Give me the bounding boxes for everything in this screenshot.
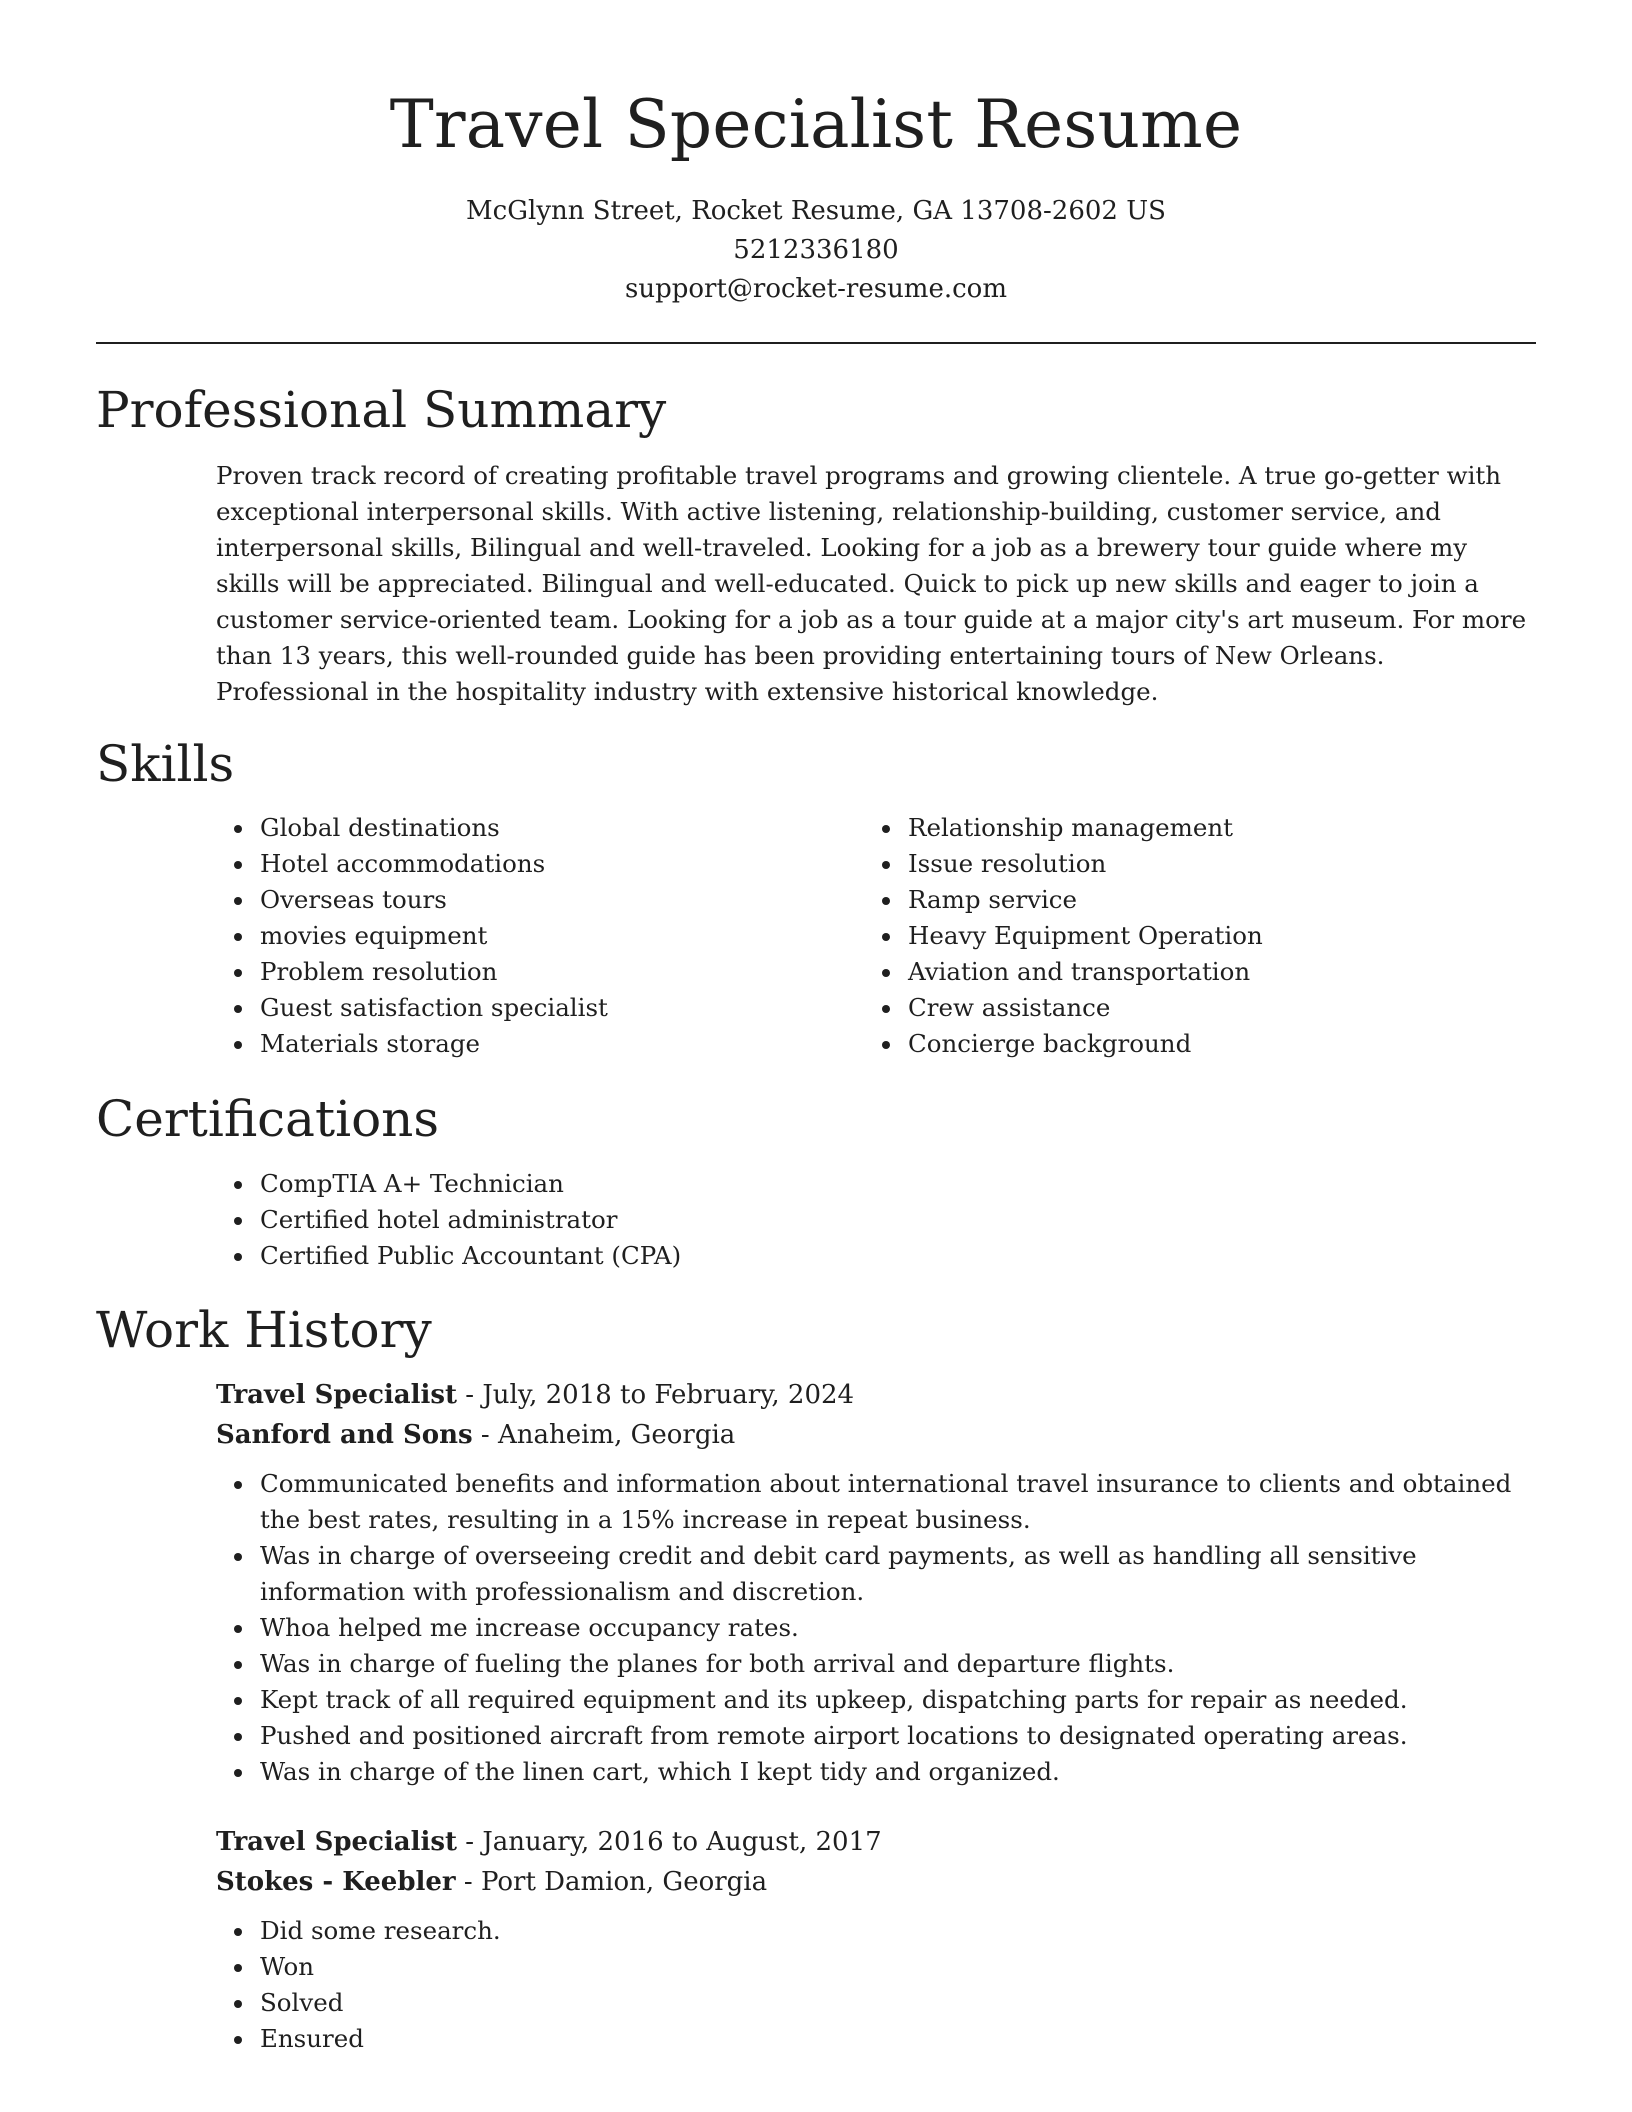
skills-list-right <box>864 810 1536 1062</box>
job-company: Sanford and Sons <box>216 1420 473 1450</box>
job-duties <box>216 1466 1536 1790</box>
job-duties-list <box>216 1466 1536 1790</box>
certifications-list <box>216 1166 1536 1274</box>
job-title: Travel Specialist <box>216 1827 458 1857</box>
skill-item: Global destinations <box>216 810 816 846</box>
job-company-line <box>216 1415 735 1455</box>
header-divider <box>96 342 1536 344</box>
skill-item: Guest satisfaction specialist <box>216 990 816 1026</box>
job-duty-item: Won <box>216 1949 1536 1985</box>
job-company: Stokes - Keebler <box>216 1867 456 1897</box>
job-duty-item: Was in charge of overseeing credit and debit card payments, as well as handling all sensitive information with professionalism and discretion. <box>216 1538 1536 1610</box>
resume-title: Travel Specialist Resume <box>389 86 1243 163</box>
skill-item: Materials storage <box>216 1026 816 1062</box>
summary-heading: Professional Summary <box>96 381 667 439</box>
job-duty-item: Communicated benefits and information about international travel insurance to clients and obtained the best rates, resulting in a 15% increase in repeat business. <box>216 1466 1536 1538</box>
skills-column-right <box>864 810 1536 1062</box>
job-duties <box>216 1913 1536 2057</box>
job-company-line <box>216 1862 767 1902</box>
skills-column-left <box>216 810 816 1062</box>
certification-item: Certified Public Accountant (CPA) <box>216 1238 1536 1274</box>
skill-item: Ramp service <box>864 882 1536 918</box>
certifications-block <box>216 1166 1536 1274</box>
skill-item: Crew assistance <box>864 990 1536 1026</box>
job-duty-item: Ensured <box>216 2021 1536 2057</box>
job-duty-item: Was in charge of the linen cart, which I kept tidy and organized. <box>216 1754 1536 1790</box>
job-dates: - July, 2018 to February, 2024 <box>457 1380 855 1410</box>
job-duty-item: Did some research. <box>216 1913 1536 1949</box>
job-location: - Port Damion, Georgia <box>455 1867 768 1897</box>
job-duty-item: Pushed and positioned aircraft from remote airport locations to designated operating areas. <box>216 1718 1536 1754</box>
job-dates: - January, 2016 to August, 2017 <box>457 1827 882 1857</box>
skill-item: Problem resolution <box>216 954 816 990</box>
job-duty-item: Was in charge of fueling the planes for both arrival and departure flights. <box>216 1646 1536 1682</box>
skill-item: Heavy Equipment Operation <box>864 918 1536 954</box>
skill-item: Hotel accommodations <box>216 846 816 882</box>
job-location: - Anaheim, Georgia <box>472 1420 736 1450</box>
job-duties-list <box>216 1913 1536 2057</box>
job-duty-item: Whoa helped me increase occupancy rates. <box>216 1610 1536 1646</box>
job-title-line <box>216 1822 882 1862</box>
job-title: Travel Specialist <box>216 1380 458 1410</box>
job-title-line <box>216 1375 854 1415</box>
skills-heading: Skills <box>96 735 235 793</box>
skill-item: Concierge background <box>864 1026 1536 1062</box>
job-duty-item: Solved <box>216 1985 1536 2021</box>
skill-item: Relationship management <box>864 810 1536 846</box>
certification-item: CompTIA A+ Technician <box>216 1166 1536 1202</box>
skill-item: Issue resolution <box>864 846 1536 882</box>
skills-list-left <box>216 810 816 1062</box>
contact-block <box>96 192 1536 309</box>
certification-item: Certified hotel administrator <box>216 1202 1536 1238</box>
contact-address: McGlynn Street, Rocket Resume, GA 13708-2602 US <box>466 196 1166 226</box>
contact-email: support@rocket-resume.com <box>624 274 1007 304</box>
skill-item: Overseas tours <box>216 882 816 918</box>
work-history-heading: Work History <box>96 1301 432 1359</box>
summary-text: Proven track record of creating profitable travel programs and growing clientele. A true go-getter with exceptional interpersonal skills. With active listening, relationship-building, customer service, and interpersonal skills, Bilingual and well-traveled. Looking for a job as a brewery tour guide where my skills will be appreciated. Bilingual and well-educated. Quick to pick up new skills and eager to join a customer service-oriented team. Looking for a job as a tour guide at a major city's art museum. For more than 13 years, this well-rounded guide has been providing entertaining tours of New Orleans. Professional in the hospitality industry with extensive historical knowledge. <box>216 461 1527 706</box>
job-duty-item: Kept track of all required equipment and its upkeep, dispatching parts for repair as needed. <box>216 1682 1536 1718</box>
certifications-heading: Certifications <box>96 1090 440 1148</box>
skill-item: movies equipment <box>216 918 816 954</box>
contact-phone: 5212336180 <box>733 235 899 265</box>
skill-item: Aviation and transportation <box>864 954 1536 990</box>
